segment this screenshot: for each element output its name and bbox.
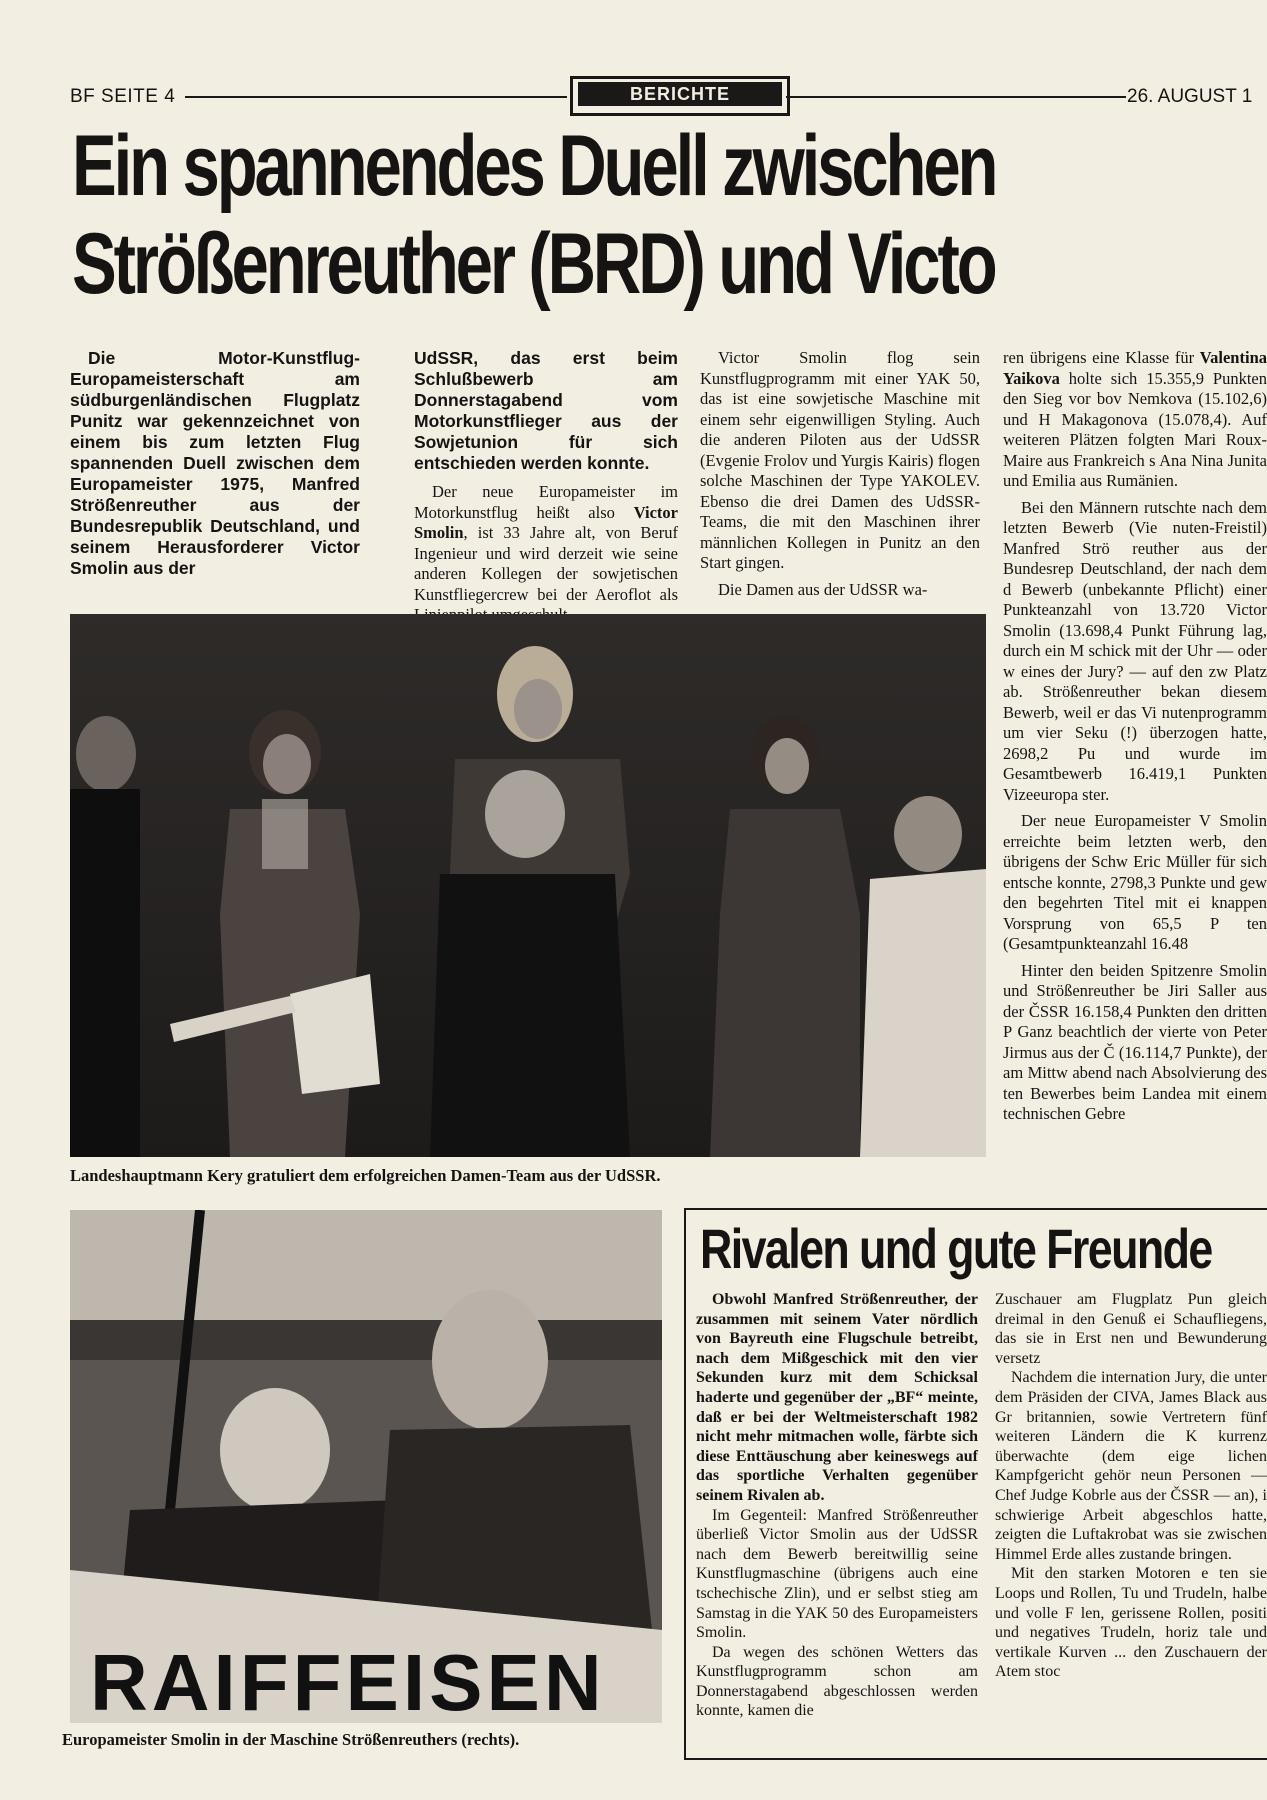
header-rule-left [185,96,567,98]
photo-damen-team-image [70,614,986,1157]
body-paragraph: Die Damen aus der UdSSR wa- [718,579,928,599]
body-paragraph: Victor Smolin flog sein Kunstflugprogramm mit einer YAK 50, das ist eine sowjetische Maschine mit einem sehr eigenwilligen Styling. Auch die anderen Piloten aus der UdSSR (Evgenie Frolov und Yurgis Kairis) flogen solche Maschinen der Type YAKOLEV. Ebenso die drei Damen des UdSSR-Teams, die mit den Maschinen ihrer männlichen Kollegen in Punitz an den Start gingen. [700,348,980,572]
article-column-4 [1003,348,1267,1188]
sidebar-paragraph: Im Gegenteil: Manfred Strößenreuther überließ Victor Smolin aus der UdSSR nach dem Bewerb bereitwillig seine Kunstflugmaschine (übrigens auch eine tschechische Zlin), und er selbst stieg am Samstag in die YAK 50 des Europameisters Smolin. [696,1506,978,1642]
body-paragraph: Bei den Männern rutschte nach dem letzten Bewerb (Vie nuten-Freistil) Manfred Strö reuther aus der Bundesrep Deutschland, der nach dem d Bewerb (unbekannte Pflicht) einer Punkteanzahl von 13.720 Victor Smolin (13.698,4 Punkt Führung lag, durch ein M schick mit der Uhr — oder w eines der Jury? — auf den zw Platz ab. Strößenreuther bekan diesem Bewerb, weil er das Vi nutenprogramm um vier Seku (!) überzogen hatte, 2698,2 Pu und wurde im Gesamtbewerb 16.419,1 Punkten Vizeeuropa ster. [1003,497,1267,804]
sidebar-paragraph: Nachdem die internation Jury, die unter dem Präsiden der CIVA, James Black aus Gr britannien, sowie Vertretern fünf weiteren Ländern die K kurrenz überwachte (dem eige lichen Kampfgericht gehör neun Personen — Chef Judge Kobrle aus der ČSSR — an), i schwierige Arbeit abgeschlos hatte, zeigten die Luftakrobat was sie zwischen Himmel Erde alles zustande bringen. [995,1369,1267,1563]
sidebar-column-1 [696,1290,978,1721]
headline-line-2: Strößenreuther (BRD) und Victo [72,216,995,312]
photo-smolin-plane-image [70,1210,662,1723]
lead-paragraph: Die Motor-Kunstflug-Europameisterschaft am südburgenländischen Flugplatz Punitz war gekennzeichnet von einem bis zum letzten Flug spannenden Duell zwischen dem Europameister 1975, Manfred Strößenreuther aus der Bundesrepublik Deutschland, und seinem Herausforderer Victor Smolin aus der [70,348,360,578]
header-rule-right [786,96,1126,98]
sidebar-column-2 [995,1290,1267,1750]
sidebar-paragraph: Mit den starken Motoren e ten sie Loops und Rollen, Tu und Trudeln, halbe und volle F len, gerissene Rollen, positi und negatives Trudeln, horiz tale und vertikale Kurven ... den Zuschauern der Atem stoc [995,1565,1267,1681]
article-column-1 [70,348,360,579]
sidebar-title: Rivalen und gute Freunde [700,1217,1212,1280]
sidebar-paragraph: Zuschauer am Flugplatz Pun gleich dreimal in den Genuß ei Schaufliegens, das sie in Erst nen und Bewunderung versetz [995,1291,1267,1367]
lead-paragraph-continued: UdSSR, das erst beim Schlußbewerb am Donnerstagabend vom Motorkunstflieger aus der Sowjetunion für sich entschieden werden konnte. [414,348,678,473]
issue-date: 26. AUGUST 1 [1127,86,1253,107]
photo-damen-team [70,614,986,1157]
sidebar-lead: Obwohl Manfred Strößenreuther, der zusammen mit seinem Vater nördlich von Bayreuth eine Flugschule betreibt, nach dem Mißgeschick mit den vier Sekunden kurz mit dem Schicksal haderte und gegenüber der „BF“ meinte, daß er bei der Weltmeisterschaft 1982 nicht mehr mitmachen wolle, färbte sich diese Enttäuschung aber keineswegs auf das sportliche Verhalten gegenüber seinem Rivalen ab. [696,1291,978,1504]
body-paragraph: ren übrigens eine Klasse für Valentina Yaikova holte sich 15.355,9 Punkten den Sieg vor bov Nemkova (15.102,6) und H Makagonova (15.078,4). Auf weiteren Plätzen folgten Mari Roux-Maire aus Frankreich s Ana Nina Junita und Emilia aus Rumänien. [1003,348,1267,490]
page-number: BF SEITE 4 [70,86,176,107]
article-column-3 [700,348,980,606]
article-column-2 [414,348,678,632]
photo-caption-2: Europameister Smolin in der Maschine Strößenreuthers (rechts). [62,1730,520,1749]
section-label: BERICHTE [578,82,782,106]
photo-smolin-plane [70,1210,662,1723]
photo-caption-1: Landeshauptmann Kery gratuliert dem erfolgreichen Damen-Team aus der UdSSR. [70,1166,661,1185]
body-paragraph: Der neue Europameister V Smolin erreichte beim letzten werb, den übrigens der Schw Eric Müller für sich entsche konnte, 2798,3 Punkte und gew den begehrten Titel mit ei knappen Vorsprung von 65,5 P ten (Gesamtpunkteanzahl 16.48 [1003,811,1267,953]
sidebar-paragraph: Da wegen des schönen Wetters das Kunstflugprogramm schon am Donnerstagabend abgeschlossen werden konnte, kamen die [696,1643,978,1720]
plane-lettering: RAIFFEISEN [90,1638,606,1723]
body-paragraph: Der neue Europameister im Motorkunstflug heißt also Victor Smolin, ist 33 Jahre alt, von Beruf Ingenieur und wird derzeit wie seine anderen Kollegen der sowjetischen Kunstfliegercrew bei der Aeroflot als [414,482,678,604]
body-paragraph: Hinter den beiden Spitzenre Smolin und Strößenreuther be Jiri Saller aus der ČSSR 16.158,4 Punkten den dritten P Ganz beachtlich der vierte von Peter Jirmus aus der Č (16.114,7 Punkte), der am Mittw abend nach Absolvierung des ten Bewerbes beim Landea mit einem technischen Gebre [1003,960,1267,1123]
headline-line-1: Ein spannendes Duell zwischen [72,118,996,214]
name-victor-smolin: Victor Smolin [414,502,678,542]
name-valentina-yaikova: Valentina Yaikova [1003,348,1267,388]
